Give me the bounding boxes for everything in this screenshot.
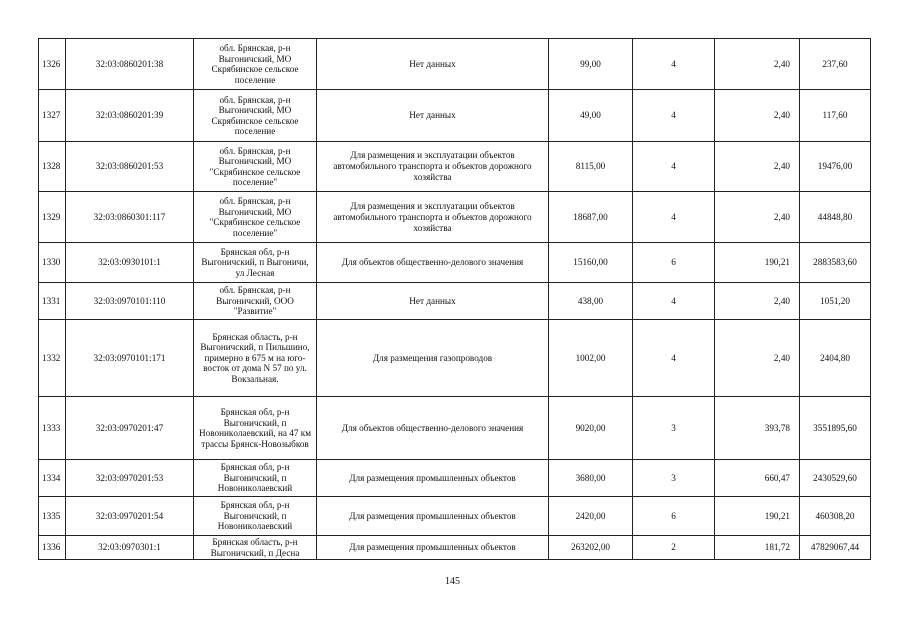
permitted-use-cell: Для размещения и эксплуатации объектов автомобильного транспорта и объектов дорожного хозяйства	[317, 142, 549, 192]
group-cell: 3	[633, 397, 715, 460]
group-cell: 4	[633, 283, 715, 320]
permitted-use-cell: Для размещения промышленных объектов	[317, 536, 549, 560]
cadastral-number-cell: 32:03:0970301:1	[66, 536, 194, 560]
land-parcels-table	[38, 38, 871, 560]
row-number-cell: 1333	[39, 397, 66, 460]
area-cell: 438,00	[549, 283, 633, 320]
permitted-use-cell: Для объектов общественно-делового значения	[317, 397, 549, 460]
area-cell: 15160,00	[549, 243, 633, 283]
cadastral-value-cell: 460308,20	[800, 497, 871, 536]
address-cell: обл. Брянская, р-н Выгоничский, МО Скрябинское сельское поселение	[194, 39, 317, 90]
cadastral-number-cell: 32:03:0970201:47	[66, 397, 194, 460]
area-cell: 18687,00	[549, 192, 633, 243]
rate-cell: 190,21	[715, 243, 800, 283]
table-row	[39, 243, 871, 283]
address-cell: Брянская обл, р-н Выгоничский, п Новоникoлаевский, на 47 км трассы Брянск-Новозыбков	[194, 397, 317, 460]
permitted-use-cell: Для размещения промышленных объектов	[317, 497, 549, 536]
area-cell: 2420,00	[549, 497, 633, 536]
table-row	[39, 460, 871, 497]
cadastral-number-cell: 32:03:0860201:39	[66, 90, 194, 142]
page-number: 145	[445, 576, 460, 587]
permitted-use-cell: Нет данных	[317, 39, 549, 90]
cadastral-value-cell: 2883583,60	[800, 243, 871, 283]
table-row	[39, 283, 871, 320]
address-cell: обл. Брянская, р-н Выгоничский, МО "Скрябинское сельское поселение"	[194, 142, 317, 192]
rate-cell: 2,40	[715, 320, 800, 397]
address-cell: Брянская область, р-н Выгоничский, п Десна	[194, 536, 317, 560]
group-cell: 4	[633, 39, 715, 90]
area-cell: 9020,00	[549, 397, 633, 460]
row-number-cell: 1327	[39, 90, 66, 142]
row-number-cell: 1326	[39, 39, 66, 90]
table-row	[39, 497, 871, 536]
area-cell: 99,00	[549, 39, 633, 90]
cadastral-number-cell: 32:03:0970201:54	[66, 497, 194, 536]
address-cell: обл. Брянская, р-н Выгоничский, МО Скрябинское сельское поселение	[194, 90, 317, 142]
cadastral-value-cell: 237,60	[800, 39, 871, 90]
permitted-use-cell: Для объектов общественно-делового значения	[317, 243, 549, 283]
table-row	[39, 142, 871, 192]
address-cell: обл. Брянская, р-н Выгоничский, МО "Скрябинское сельское поселение"	[194, 192, 317, 243]
cadastral-value-cell: 19476,00	[800, 142, 871, 192]
group-cell: 4	[633, 142, 715, 192]
permitted-use-cell: Для размещения газопроводов	[317, 320, 549, 397]
permitted-use-cell: Для размещения и эксплуатации объектов автомобильного транспорта и объектов дорожного хозяйства	[317, 192, 549, 243]
rate-cell: 393,78	[715, 397, 800, 460]
cadastral-number-cell: 32:03:0970101:171	[66, 320, 194, 397]
address-cell: Брянская обл, р-н Выгоничский, п Новоникoлаевский	[194, 460, 317, 497]
permitted-use-cell: Нет данных	[317, 283, 549, 320]
address-cell: обл. Брянская, р-н Выгоничский, ООО "Развитие"	[194, 283, 317, 320]
rate-cell: 2,40	[715, 192, 800, 243]
cadastral-value-cell: 1051,20	[800, 283, 871, 320]
cadastral-value-cell: 44848,80	[800, 192, 871, 243]
area-cell: 263202,00	[549, 536, 633, 560]
group-cell: 4	[633, 90, 715, 142]
rate-cell: 2,40	[715, 39, 800, 90]
table-row	[39, 536, 871, 560]
rate-cell: 190,21	[715, 497, 800, 536]
area-cell: 49,00	[549, 90, 633, 142]
row-number-cell: 1332	[39, 320, 66, 397]
address-cell: Брянская обл, р-н Выгоничский, п Выгоничи, ул Лесная	[194, 243, 317, 283]
cadastral-number-cell: 32:03:0970101:110	[66, 283, 194, 320]
row-number-cell: 1328	[39, 142, 66, 192]
table-row	[39, 192, 871, 243]
table-row	[39, 90, 871, 142]
row-number-cell: 1335	[39, 497, 66, 536]
address-cell: Брянская область, р-н Выгоничский, п Пильшино, примерно в 675 м на юго-восток от дома N 57 по ул. Вокзальная.	[194, 320, 317, 397]
row-number-cell: 1336	[39, 536, 66, 560]
group-cell: 3	[633, 460, 715, 497]
row-number-cell: 1334	[39, 460, 66, 497]
table-row	[39, 397, 871, 460]
area-cell: 1002,00	[549, 320, 633, 397]
area-cell: 3680,00	[549, 460, 633, 497]
group-cell: 6	[633, 497, 715, 536]
cadastral-value-cell: 2404,80	[800, 320, 871, 397]
cadastral-number-cell: 32:03:0970201:53	[66, 460, 194, 497]
table-row	[39, 39, 871, 90]
cadastral-number-cell: 32:03:0860301:117	[66, 192, 194, 243]
row-number-cell: 1330	[39, 243, 66, 283]
permitted-use-cell: Для размещения промышленных объектов	[317, 460, 549, 497]
rate-cell: 2,40	[715, 142, 800, 192]
cadastral-number-cell: 32:03:0930101:1	[66, 243, 194, 283]
group-cell: 4	[633, 192, 715, 243]
area-cell: 8115,00	[549, 142, 633, 192]
cadastral-value-cell: 3551895,60	[800, 397, 871, 460]
table-body	[39, 39, 871, 560]
group-cell: 6	[633, 243, 715, 283]
table-row	[39, 320, 871, 397]
group-cell: 4	[633, 320, 715, 397]
rate-cell: 660,47	[715, 460, 800, 497]
cadastral-value-cell: 2430529,60	[800, 460, 871, 497]
rate-cell: 181,72	[715, 536, 800, 560]
permitted-use-cell: Нет данных	[317, 90, 549, 142]
address-cell: Брянская обл, р-н Выгоничский, п Новоникoлаевский	[194, 497, 317, 536]
cadastral-value-cell: 117,60	[800, 90, 871, 142]
row-number-cell: 1329	[39, 192, 66, 243]
row-number-cell: 1331	[39, 283, 66, 320]
group-cell: 2	[633, 536, 715, 560]
cadastral-number-cell: 32:03:0860201:38	[66, 39, 194, 90]
cadastral-value-cell: 47829067,44	[800, 536, 871, 560]
cadastral-number-cell: 32:03:0860201:53	[66, 142, 194, 192]
rate-cell: 2,40	[715, 283, 800, 320]
land-parcels-table-wrapper	[38, 38, 870, 560]
rate-cell: 2,40	[715, 90, 800, 142]
